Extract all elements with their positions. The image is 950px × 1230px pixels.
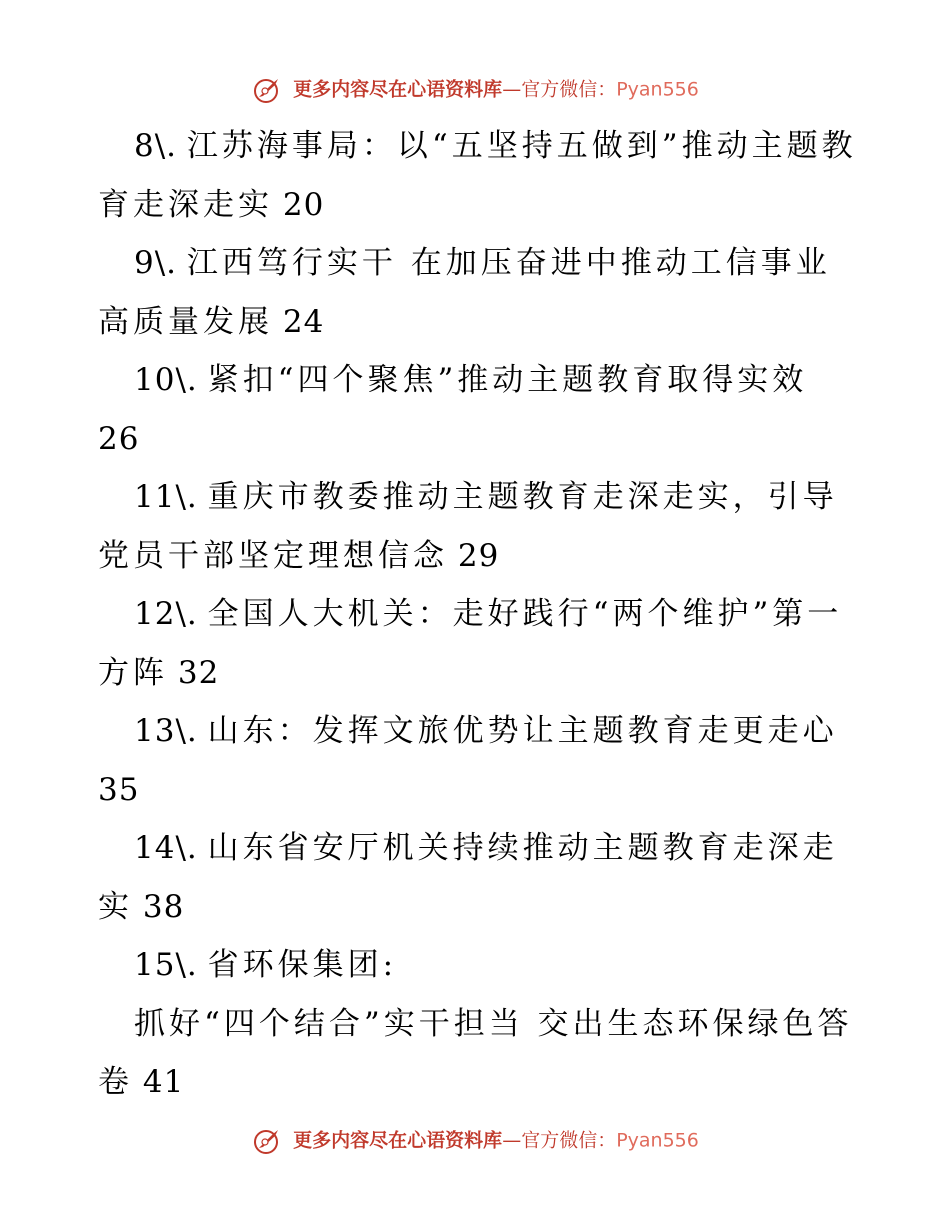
watermark-wechat-id: Pyan556 (616, 78, 699, 101)
entry-title: 抓好“四个结合”实干担当 交出生态环保绿色答卷 (98, 1005, 853, 1100)
toc-entry (98, 819, 858, 936)
entry-page: 32 (177, 654, 220, 691)
toc-entry (98, 234, 858, 351)
entry-number: 11\. (134, 479, 198, 515)
entry-number: 14\. (134, 830, 198, 866)
entry-number: 9\. (134, 245, 178, 281)
watermark-header (0, 75, 950, 104)
entry-title: 江西笃行实干 在加压奋进中推动工信事业高质量发展 (98, 245, 831, 340)
quill-logo-icon (251, 76, 285, 104)
entry-number: 12\. (134, 596, 198, 632)
watermark-text: 更多内容尽在心语资料库 (293, 1129, 503, 1152)
entry-title: 省环保集团: (207, 947, 398, 983)
watermark-wechat-id: Pyan556 (616, 1129, 699, 1152)
watermark-wechat-label: 官方微信： (521, 1129, 617, 1152)
entry-page: 41 (142, 1064, 185, 1100)
entry-number: 13\. (134, 713, 198, 749)
entry-title: 全国人大机关：走好践行“两个维护”第一方阵 (98, 596, 843, 691)
toc-entry (98, 117, 858, 234)
entry-page: 35 (98, 771, 140, 808)
toc-entry (98, 702, 858, 819)
watermark-dash: — (502, 1129, 522, 1152)
entry-page: 26 (98, 420, 140, 457)
entry-title: 重庆市教委推动主题教育走深走实，引导党员干部坚定理想信念 (98, 479, 838, 574)
watermark-wechat-label: 官方微信： (521, 78, 617, 101)
entry-title: 山东省安厅机关持续推动主题教育走深走实 (98, 830, 838, 925)
entry-page: 20 (282, 186, 325, 223)
entry-title: 山东：发挥文旅优势让主题教育走更走心 (207, 713, 838, 749)
toc-entry (98, 936, 858, 995)
entry-number: 15\. (134, 947, 198, 983)
watermark-dash: — (502, 78, 522, 101)
toc-entry (98, 351, 858, 468)
entry-number: 10\. (134, 362, 198, 398)
entry-number: 8\. (134, 128, 178, 164)
entry-page: 24 (282, 303, 325, 340)
entry-page: 29 (457, 537, 500, 574)
toc-list (98, 117, 858, 1112)
toc-entry (98, 468, 858, 585)
watermark-text: 更多内容尽在心语资料库 (293, 78, 503, 101)
toc-entry-continued (98, 995, 858, 1112)
quill-logo-icon (251, 1127, 285, 1155)
watermark-footer (0, 1126, 950, 1155)
entry-title: 紧扣“四个聚焦”推动主题教育取得实效 (207, 362, 808, 398)
entry-page: 38 (142, 888, 185, 925)
entry-title: 江苏海事局：以“五坚持五做到”推动主题教育走深走实 (98, 128, 857, 223)
toc-entry (98, 585, 858, 702)
